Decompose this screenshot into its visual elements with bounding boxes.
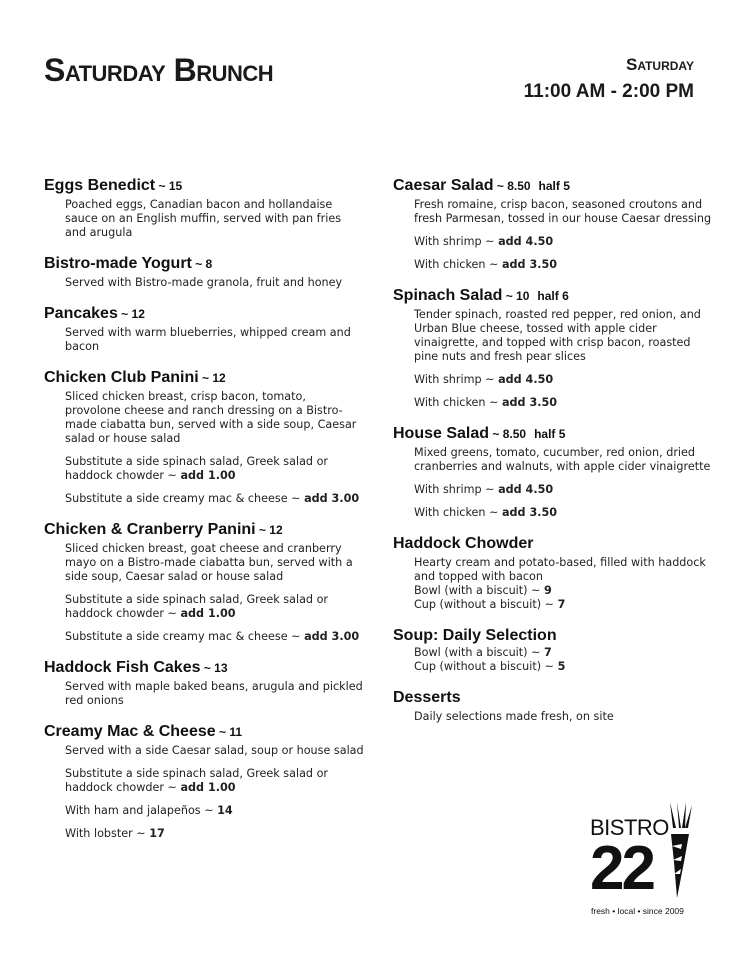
option-text: With chicken ~ (414, 396, 502, 409)
menu-item-heading (393, 688, 713, 708)
menu-item-name: Eggs Benedict (44, 177, 156, 194)
service-time: 11:00 AM - 2:00 PM (523, 81, 694, 102)
menu-item-description: Poached eggs, Canadian bacon and hollandaise sauce on an English muffin, served with pan fries and arugula (65, 198, 342, 239)
right-menu-column (393, 176, 713, 738)
menu-item-price: ~ 15 (155, 179, 183, 193)
menu-item-description: Served with warm blueberries, whipped cream and bacon (65, 326, 351, 353)
menu-item (393, 626, 713, 674)
menu-item-heading (393, 286, 713, 306)
option-price: add 1.00 (180, 469, 236, 482)
option-price: add 1.00 (180, 781, 236, 794)
menu-item-option (414, 396, 713, 410)
menu-item-option (414, 373, 713, 387)
menu-item-heading (393, 626, 713, 646)
logo-tagline: fresh • local • since 2009 (591, 906, 684, 916)
menu-item (393, 534, 713, 612)
menu-item-half-price: half 5 (534, 427, 566, 441)
option-text: Bowl (with a biscuit) ~ (414, 584, 545, 597)
menu-item-heading (44, 520, 364, 540)
menu-item-price: ~ 8.50 (489, 427, 527, 441)
menu-item-option (65, 630, 364, 644)
option-price: add 3.00 (304, 630, 360, 643)
menu-item-description: Served with Bistro-made granola, fruit and honey (65, 276, 343, 289)
menu-item-option (414, 506, 713, 520)
logo-wordmark: BISTRO (590, 815, 669, 840)
option-text: With chicken ~ (414, 258, 502, 271)
option-price: 7 (544, 646, 552, 659)
option-price: add 4.50 (498, 483, 554, 496)
option-text: With shrimp ~ (414, 373, 499, 386)
menu-item-price: ~ 8 (191, 257, 213, 271)
option-price: add 1.00 (180, 607, 236, 620)
menu-item (44, 304, 364, 354)
menu-item-option (65, 593, 364, 621)
menu-item-heading (44, 304, 364, 324)
left-menu-column (44, 176, 364, 855)
option-text: Substitute a side spinach salad, Greek salad or haddock chowder ~ (65, 593, 329, 620)
menu-item-description: Hearty cream and potato-based, filled with haddock and topped with bacon (414, 556, 706, 583)
logo-number: 22 (590, 834, 653, 903)
option-price: 9 (544, 584, 552, 597)
menu-item-price: ~ 12 (255, 523, 283, 537)
option-text: Substitute a side spinach salad, Greek salad or haddock chowder ~ (65, 767, 329, 794)
menu-item (393, 286, 713, 410)
option-price: 5 (557, 660, 566, 673)
bistro-22-logo (588, 800, 698, 920)
menu-item-heading (44, 254, 364, 274)
menu-item (393, 424, 713, 520)
menu-item-name: Soup: Daily Selection (393, 627, 557, 644)
menu-item (44, 176, 364, 240)
option-price: add 3.50 (502, 506, 558, 519)
menu-item-option (65, 804, 364, 818)
menu-item-name: Pancakes (44, 305, 118, 322)
menu-item-description: Sliced chicken breast, goat cheese and cranberry mayo on a Bistro-made ciabatta bun, served with a side soup, Caesar salad or house salad (65, 542, 353, 583)
option-text: With shrimp ~ (414, 483, 499, 496)
option-price: add 4.50 (498, 373, 554, 386)
option-price: 7 (557, 598, 566, 611)
menu-item-description: Tender spinach, roasted red pepper, red onion, and Urban Blue cheese, tossed with apple cider vinaigrette, and topped with crisp bacon, roasted pine nuts and fresh pear slices (414, 308, 701, 363)
service-day: Saturday (625, 55, 694, 74)
menu-item-heading (44, 658, 364, 678)
option-price: add 4.50 (498, 235, 554, 248)
menu-item (393, 688, 713, 724)
menu-item (44, 368, 364, 506)
menu-item-price: ~ 10 (502, 289, 530, 303)
menu-item-name: Spinach Salad (393, 287, 503, 304)
menu-item-name: Caesar Salad (393, 177, 494, 194)
option-text: Substitute a side creamy mac & cheese ~ (65, 630, 305, 643)
menu-item-option (414, 483, 713, 497)
option-price: 17 (149, 827, 165, 840)
menu-item-name: Haddock Chowder (393, 535, 534, 552)
menu-item-price: ~ 12 (198, 371, 226, 385)
menu-item-name: Desserts (393, 689, 461, 706)
option-text: With shrimp ~ (414, 235, 499, 248)
menu-item-option (65, 455, 364, 483)
option-text: With chicken ~ (414, 506, 502, 519)
menu-item (44, 658, 364, 708)
option-price: add 3.50 (502, 396, 558, 409)
option-text: Cup (without a biscuit) ~ (414, 598, 558, 611)
menu-item (44, 520, 364, 644)
menu-item-size-price (414, 584, 713, 598)
option-text: Substitute a side creamy mac & cheese ~ (65, 492, 305, 505)
option-text: Substitute a side spinach salad, Greek salad or haddock chowder ~ (65, 455, 329, 482)
option-price: add 3.00 (304, 492, 360, 505)
menu-item-name: Bistro-made Yogurt (44, 255, 192, 272)
menu-item-name: Haddock Fish Cakes (44, 659, 201, 676)
menu-item-heading (393, 424, 713, 444)
option-text: With lobster ~ (65, 827, 150, 840)
menu-item-price: ~ 11 (215, 725, 243, 739)
menu-item-price: ~ 12 (117, 307, 145, 321)
menu-item-half-price: half 6 (537, 289, 569, 303)
menu-item-heading (44, 368, 364, 388)
menu-item-description: Served with a side Caesar salad, soup or house salad (65, 744, 364, 757)
option-price: add 3.50 (502, 258, 558, 271)
menu-item-heading (44, 176, 364, 196)
option-text: Cup (without a biscuit) ~ (414, 660, 558, 673)
menu-item-name: Chicken & Cranberry Panini (44, 521, 256, 538)
menu-item-option (414, 235, 713, 249)
menu-item (44, 254, 364, 290)
menu-item-option (414, 258, 713, 272)
menu-item-size-price (414, 646, 713, 660)
option-price: 14 (217, 804, 233, 817)
menu-item-option (65, 767, 364, 795)
option-text: Bowl (with a biscuit) ~ (414, 646, 545, 659)
menu-item-price: ~ 13 (200, 661, 228, 675)
menu-item-half-price: half 5 (538, 179, 570, 193)
menu-item (44, 722, 364, 841)
menu-item-heading (393, 534, 713, 554)
menu-item-description: Mixed greens, tomato, cucumber, red onion, dried cranberries and walnuts, with apple cider vinaigrette (414, 446, 711, 473)
menu-item (393, 176, 713, 272)
menu-item-description: Sliced chicken breast, crisp bacon, tomato, provolone cheese and ranch dressing on a Bistro-made ciabatta bun, served with a side soup, Caesar salad or house salad (65, 390, 357, 445)
service-hours (524, 55, 694, 105)
menu-item-heading (44, 722, 364, 742)
menu-item-price: ~ 8.50 (493, 179, 531, 193)
menu-item-description: Served with maple baked beans, arugula and pickled red onions (65, 680, 363, 707)
menu-item-description: Fresh romaine, crisp bacon, seasoned croutons and fresh Parmesan, tossed in our house Caesar dressing (414, 198, 712, 225)
menu-item-name: Chicken Club Panini (44, 369, 199, 386)
menu-item-option (65, 827, 364, 841)
menu-item-option (65, 492, 364, 506)
option-text: With ham and jalapeños ~ (65, 804, 218, 817)
menu-item-heading (393, 176, 713, 196)
menu-item-name: House Salad (393, 425, 490, 442)
menu-title: Saturday Brunch (44, 52, 274, 88)
menu-item-name: Creamy Mac & Cheese (44, 723, 216, 740)
menu-item-size-price (414, 598, 713, 612)
menu-item-description: Daily selections made fresh, on site (414, 710, 614, 723)
menu-item-size-price (414, 660, 713, 674)
